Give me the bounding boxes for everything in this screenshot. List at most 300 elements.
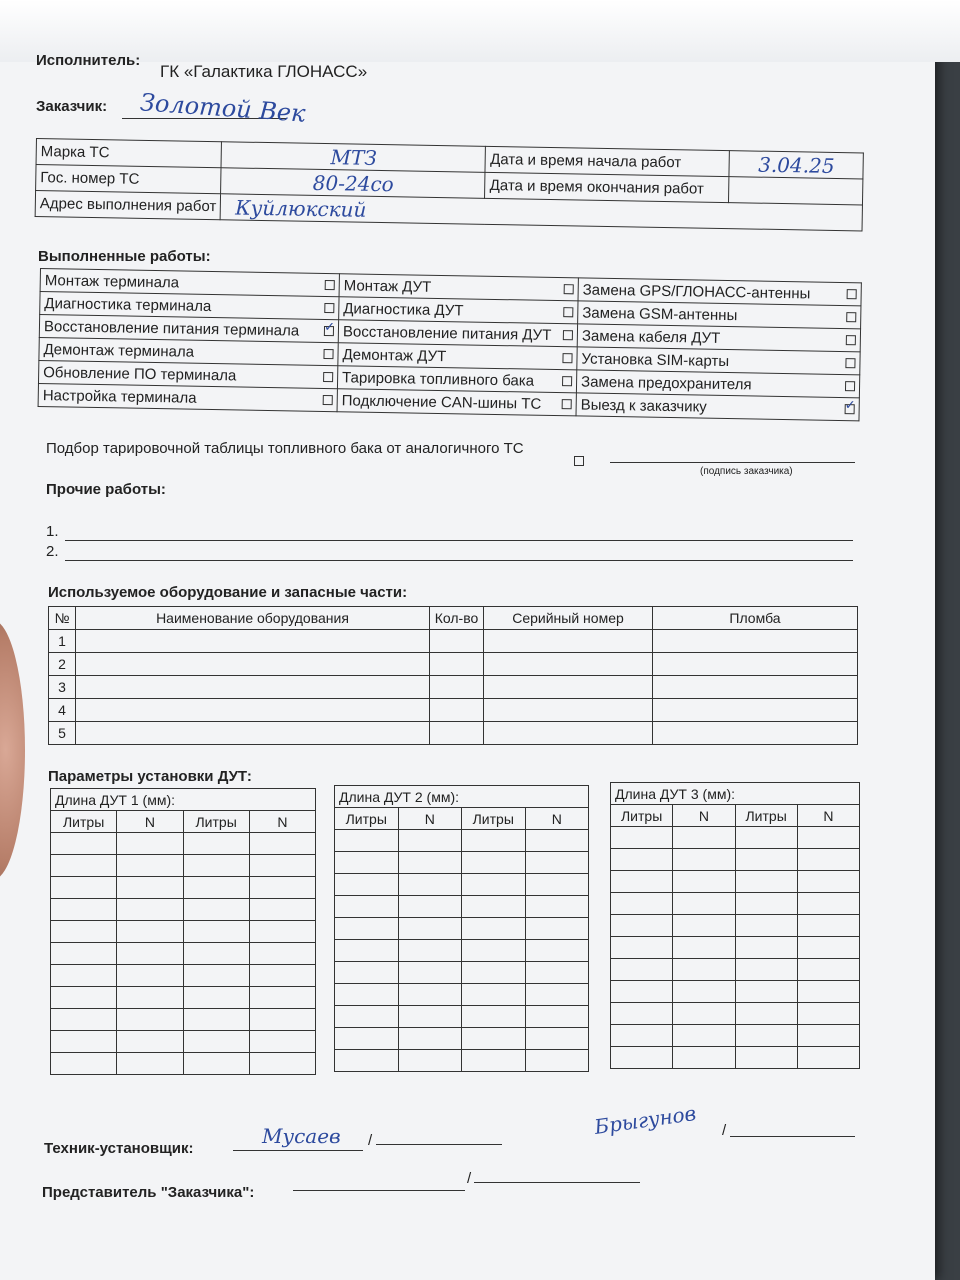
- dut-cell[interactable]: [673, 827, 735, 849]
- equipment-cell[interactable]: [430, 630, 484, 653]
- equipment-row-num: 3: [49, 676, 76, 699]
- dut-cell[interactable]: [398, 940, 462, 962]
- work-checkbox[interactable]: [563, 307, 573, 317]
- dut-cell[interactable]: [183, 1053, 249, 1075]
- dut-cell[interactable]: [797, 849, 859, 871]
- work-label: Обновление ПО терминала: [43, 363, 237, 384]
- brand-label: Марка ТС: [36, 139, 222, 168]
- dut-row: [51, 1031, 316, 1053]
- dut-cell[interactable]: [797, 937, 859, 959]
- dut-cell[interactable]: [335, 962, 399, 984]
- tech-slash-2: /: [722, 1122, 727, 1139]
- dut-row: [335, 1028, 589, 1050]
- work-checkbox[interactable]: [562, 376, 572, 386]
- work-checkbox[interactable]: [324, 303, 334, 313]
- dut-row: [611, 893, 860, 915]
- paper-fold: [0, 0, 960, 62]
- vehicle-table: [35, 138, 864, 231]
- work-label: Монтаж ДУТ: [343, 276, 432, 296]
- work-label: Монтаж терминала: [44, 271, 180, 291]
- dut-cell[interactable]: [117, 1053, 183, 1075]
- equipment-cell[interactable]: [430, 722, 484, 745]
- dut-row: [335, 830, 589, 852]
- dut-cell[interactable]: [673, 893, 735, 915]
- dut-cell[interactable]: [462, 874, 526, 896]
- dut-cell[interactable]: [335, 1050, 399, 1072]
- other-line1-label: 1.: [46, 523, 59, 540]
- dut-cell[interactable]: [249, 965, 315, 987]
- dut-cell[interactable]: [797, 981, 859, 1003]
- dut-cell[interactable]: [462, 984, 526, 1006]
- dut-cell[interactable]: [249, 899, 315, 921]
- dut-header-n: N: [249, 811, 315, 833]
- dut-cell[interactable]: [611, 893, 673, 915]
- equipment-cell[interactable]: [484, 653, 653, 676]
- tech-signature-1: Мусаев: [262, 1124, 341, 1148]
- equipment-cell[interactable]: [76, 722, 430, 745]
- dut-header-n: N: [398, 808, 462, 830]
- dut-row: [51, 965, 316, 987]
- executor-value: ГК «Галактика ГЛОНАСС»: [160, 62, 368, 81]
- customer-value: Золотой Век: [139, 88, 307, 128]
- dut-cell[interactable]: [525, 1028, 589, 1050]
- dut-cell[interactable]: [249, 943, 315, 965]
- equipment-row-num: 2: [49, 653, 76, 676]
- dut-cell[interactable]: [51, 1031, 117, 1053]
- dut-cell[interactable]: [462, 1006, 526, 1028]
- dut-cell[interactable]: [735, 937, 797, 959]
- dut-row: [335, 984, 589, 1006]
- other-title: Прочие работы:: [46, 481, 166, 498]
- dut-cell[interactable]: [611, 959, 673, 981]
- dut-row: [611, 1003, 860, 1025]
- work-label: Восстановление питания ДУТ: [342, 322, 552, 344]
- dut-cell[interactable]: [398, 1028, 462, 1050]
- equipment-row: [49, 676, 858, 699]
- equipment-header-serial: Серийный номер: [484, 607, 653, 630]
- dut-header-liters: Литры: [335, 808, 399, 830]
- equipment-cell[interactable]: [484, 630, 653, 653]
- tech-signature-2: Брыгунов: [592, 1100, 698, 1140]
- tech-label: Техник-установщик:: [44, 1140, 194, 1157]
- dut-cell[interactable]: [462, 918, 526, 940]
- dut-cell[interactable]: [183, 921, 249, 943]
- dut-cell[interactable]: [611, 871, 673, 893]
- dut-cell[interactable]: [249, 855, 315, 877]
- dut-cell[interactable]: [398, 984, 462, 1006]
- dut-cell[interactable]: [735, 959, 797, 981]
- equipment-cell[interactable]: [76, 630, 430, 653]
- dut-cell[interactable]: [183, 877, 249, 899]
- works-title: Выполненные работы:: [38, 248, 211, 265]
- dut-cell[interactable]: [735, 1047, 797, 1069]
- work-checkbox[interactable]: [845, 358, 855, 368]
- equipment-cell[interactable]: [76, 676, 430, 699]
- dut-row: [51, 1053, 316, 1075]
- customer-signature-line: [610, 462, 855, 463]
- work-label: Замена кабеля ДУТ: [581, 326, 721, 347]
- dut-cell[interactable]: [51, 1053, 117, 1075]
- work-label: Тарировка топливного бака: [341, 368, 535, 390]
- dut-cell[interactable]: [398, 918, 462, 940]
- dut-cell[interactable]: [249, 1009, 315, 1031]
- dut-header-liters: Литры: [462, 808, 526, 830]
- dut-cell[interactable]: [117, 877, 183, 899]
- plate-value: 80-24со: [312, 170, 394, 196]
- dut-cell[interactable]: [525, 918, 589, 940]
- rep-slash: /: [467, 1170, 472, 1187]
- dut-cell[interactable]: [117, 921, 183, 943]
- equipment-table: [48, 606, 858, 745]
- rep-label: Представитель "Заказчика":: [42, 1184, 255, 1201]
- dut-cell[interactable]: [525, 830, 589, 852]
- dut-cell[interactable]: [183, 965, 249, 987]
- dut-cell[interactable]: [673, 1025, 735, 1047]
- dut-cell[interactable]: [673, 1047, 735, 1069]
- dut-row: [611, 981, 860, 1003]
- dut-cell[interactable]: [673, 849, 735, 871]
- rep-sign-line2[interactable]: [474, 1182, 640, 1183]
- dut-cell[interactable]: [611, 1025, 673, 1047]
- dut-caption: Длина ДУТ 2 (мм):: [335, 786, 589, 808]
- dut-cell[interactable]: [673, 937, 735, 959]
- dut-row: [51, 1009, 316, 1031]
- dut-caption: Длина ДУТ 1 (мм):: [51, 789, 316, 811]
- dut-cell[interactable]: [611, 937, 673, 959]
- works-table: [38, 268, 862, 421]
- dut-cell[interactable]: [462, 852, 526, 874]
- dut-cell[interactable]: [735, 827, 797, 849]
- rep-sign-line1[interactable]: [293, 1190, 465, 1191]
- dut-cell[interactable]: [525, 1006, 589, 1028]
- dut-header-n: N: [525, 808, 589, 830]
- dut-cell[interactable]: [183, 1031, 249, 1053]
- other-line2-label: 2.: [46, 543, 59, 560]
- dut-cell[interactable]: [462, 962, 526, 984]
- dut-cell[interactable]: [525, 984, 589, 1006]
- dut-cell[interactable]: [525, 896, 589, 918]
- tariff-label: Подбор тарировочной таблицы топливного бака от аналогичного ТС: [46, 440, 524, 457]
- dut-cell[interactable]: [525, 1050, 589, 1072]
- dut-cell[interactable]: [117, 943, 183, 965]
- dut-caption: Длина ДУТ 3 (мм):: [611, 783, 860, 805]
- dut-cell[interactable]: [462, 1050, 526, 1072]
- dut-cell[interactable]: [398, 962, 462, 984]
- start-label: Дата и время начала работ: [485, 146, 729, 176]
- dut-cell[interactable]: [525, 940, 589, 962]
- equipment-cell[interactable]: [484, 699, 653, 722]
- brand-value: МТЗ: [330, 144, 378, 170]
- tech-sign-line2[interactable]: [376, 1144, 502, 1145]
- dut-cell[interactable]: [183, 1009, 249, 1031]
- dut-cell[interactable]: [117, 965, 183, 987]
- dut-cell[interactable]: [183, 855, 249, 877]
- dut-cell[interactable]: [117, 1031, 183, 1053]
- work-label: Диагностика терминала: [44, 294, 212, 315]
- dut-cell[interactable]: [183, 943, 249, 965]
- dut-row: [611, 937, 860, 959]
- equipment-header-num: №: [49, 607, 76, 630]
- dut-cell[interactable]: [335, 874, 399, 896]
- equipment-cell[interactable]: [76, 699, 430, 722]
- dut-row: [51, 943, 316, 965]
- equipment-cell[interactable]: [653, 676, 858, 699]
- dut-cell[interactable]: [673, 959, 735, 981]
- dut-cell[interactable]: [335, 830, 399, 852]
- dut-cell[interactable]: [335, 852, 399, 874]
- dut-cell[interactable]: [735, 849, 797, 871]
- dut-cell[interactable]: [735, 915, 797, 937]
- work-cell: [337, 389, 576, 416]
- dut-cell[interactable]: [183, 899, 249, 921]
- dut-cell[interactable]: [249, 1031, 315, 1053]
- dut1-table: [50, 788, 316, 1075]
- dut-cell[interactable]: [117, 987, 183, 1009]
- equipment-cell[interactable]: [430, 653, 484, 676]
- dut-cell[interactable]: [183, 833, 249, 855]
- dut-cell[interactable]: [673, 915, 735, 937]
- dut-cell[interactable]: [673, 871, 735, 893]
- address-label: Адрес выполнения работ: [35, 191, 221, 220]
- dut-cell[interactable]: [51, 1009, 117, 1031]
- dut-row: [51, 877, 316, 899]
- customer-label: Заказчик:: [36, 98, 108, 115]
- dut-row: [335, 918, 589, 940]
- dut-row: [335, 874, 589, 896]
- end-label: Дата и время окончания работ: [485, 172, 729, 202]
- dut-row: [51, 855, 316, 877]
- tech-sign-line1[interactable]: [233, 1150, 363, 1151]
- dut-cell[interactable]: [797, 1003, 859, 1025]
- dut-cell[interactable]: [797, 871, 859, 893]
- dut-cell[interactable]: [51, 855, 117, 877]
- equipment-row: [49, 630, 858, 653]
- dut-header-n: N: [117, 811, 183, 833]
- dut-cell[interactable]: [797, 1047, 859, 1069]
- work-cell: [576, 393, 859, 421]
- work-label: Настройка терминала: [42, 386, 197, 407]
- work-checkbox[interactable]: [846, 335, 856, 345]
- work-label: Замена GSM-антенны: [582, 303, 738, 324]
- dut-cell[interactable]: [462, 830, 526, 852]
- dut-header-liters: Литры: [735, 805, 797, 827]
- dut-cell[interactable]: [673, 1003, 735, 1025]
- dut-cell[interactable]: [51, 987, 117, 1009]
- dut-cell[interactable]: [398, 896, 462, 918]
- work-label: Диагностика ДУТ: [343, 299, 464, 319]
- dut-cell[interactable]: [117, 855, 183, 877]
- dut-cell[interactable]: [51, 921, 117, 943]
- dut-cell[interactable]: [611, 1047, 673, 1069]
- dut-cell[interactable]: [51, 943, 117, 965]
- dut-cell[interactable]: [525, 874, 589, 896]
- work-checkbox[interactable]: [847, 289, 857, 299]
- work-checkbox[interactable]: [562, 399, 572, 409]
- dut-cell[interactable]: [183, 987, 249, 1009]
- dut-cell[interactable]: [398, 1006, 462, 1028]
- tech-slash-1: /: [368, 1132, 373, 1149]
- dut-row: [611, 1025, 860, 1047]
- equipment-row-num: 5: [49, 722, 76, 745]
- equipment-row: [49, 699, 858, 722]
- dut-cell[interactable]: [735, 1003, 797, 1025]
- dut-cell[interactable]: [797, 893, 859, 915]
- dut-header-liters: Литры: [51, 811, 117, 833]
- work-checkbox[interactable]: [564, 284, 574, 294]
- dut-row: [611, 849, 860, 871]
- equipment-row: [49, 653, 858, 676]
- work-checkbox[interactable]: [325, 280, 335, 290]
- dut-header-liters: Литры: [611, 805, 673, 827]
- equipment-cell[interactable]: [76, 653, 430, 676]
- dut-cell[interactable]: [797, 959, 859, 981]
- dut-cell[interactable]: [398, 830, 462, 852]
- dut-row: [611, 871, 860, 893]
- equipment-cell[interactable]: [653, 630, 858, 653]
- work-label: Демонтаж ДУТ: [342, 345, 447, 365]
- dut-cell[interactable]: [735, 1025, 797, 1047]
- dut-row: [611, 959, 860, 981]
- plate-label: Гос. номер ТС: [36, 165, 222, 194]
- dut-cell[interactable]: [51, 965, 117, 987]
- dut-header-n: N: [673, 805, 735, 827]
- work-label: Установка SIM-карты: [581, 349, 730, 370]
- equipment-row-num: 1: [49, 630, 76, 653]
- tariff-checkbox[interactable]: [574, 456, 584, 466]
- work-label: Подключение CAN-шины ТС: [341, 391, 542, 413]
- equipment-cell[interactable]: [653, 653, 858, 676]
- dut-cell[interactable]: [335, 896, 399, 918]
- equipment-cell[interactable]: [430, 676, 484, 699]
- dut-cell[interactable]: [398, 874, 462, 896]
- work-checkbox[interactable]: [323, 349, 333, 359]
- equipment-row-num: 4: [49, 699, 76, 722]
- dut-row: [335, 940, 589, 962]
- dut-cell[interactable]: [611, 849, 673, 871]
- work-checkbox[interactable]: [845, 404, 855, 414]
- work-checkbox[interactable]: [562, 353, 572, 363]
- tech-sign-line3[interactable]: [730, 1136, 855, 1137]
- dut-cell[interactable]: [735, 981, 797, 1003]
- dut2-table: [334, 785, 589, 1072]
- equipment-cell[interactable]: [653, 722, 858, 745]
- work-checkbox[interactable]: [323, 395, 333, 405]
- dut-cell[interactable]: [611, 1003, 673, 1025]
- work-checkbox[interactable]: [846, 312, 856, 322]
- dut-cell[interactable]: [462, 1028, 526, 1050]
- dut-header-n: N: [797, 805, 859, 827]
- dut-cell[interactable]: [525, 962, 589, 984]
- other-line1[interactable]: [65, 540, 853, 541]
- equipment-title: Используемое оборудование и запасные части:: [48, 584, 408, 601]
- dut-row: [51, 921, 316, 943]
- start-value: 3.04.25: [758, 152, 835, 178]
- dut-cell[interactable]: [673, 981, 735, 1003]
- dut-cell[interactable]: [462, 896, 526, 918]
- dut-cell[interactable]: [117, 833, 183, 855]
- dut-cell[interactable]: [797, 915, 859, 937]
- work-label: Замена GPS/ГЛОНАСС-антенны: [582, 280, 811, 302]
- dut-header-liters: Литры: [183, 811, 249, 833]
- dut-row: [335, 962, 589, 984]
- dut-row: [51, 987, 316, 1009]
- dut-cell[interactable]: [398, 1050, 462, 1072]
- dut-cell[interactable]: [117, 899, 183, 921]
- dut-cell[interactable]: [611, 915, 673, 937]
- dut-cell[interactable]: [117, 1009, 183, 1031]
- equipment-cell[interactable]: [484, 722, 653, 745]
- dut3-table: [610, 782, 860, 1069]
- work-label: Восстановление питания терминала: [43, 317, 300, 340]
- dut-cell[interactable]: [335, 940, 399, 962]
- dut-cell[interactable]: [525, 852, 589, 874]
- dut-row: [335, 1006, 589, 1028]
- equipment-header-qty: Кол-во: [430, 607, 484, 630]
- work-label: Выезд к заказчику: [580, 395, 707, 416]
- dut-row: [51, 833, 316, 855]
- dut-cell[interactable]: [249, 921, 315, 943]
- dut-cell[interactable]: [797, 827, 859, 849]
- equipment-header-name: Наименование оборудования: [76, 607, 430, 630]
- dut-cell[interactable]: [335, 1006, 399, 1028]
- dut-cell[interactable]: [611, 981, 673, 1003]
- work-label: Замена предохранителя: [580, 372, 752, 393]
- dut-cell[interactable]: [735, 871, 797, 893]
- dut-cell[interactable]: [735, 893, 797, 915]
- dut-row: [335, 1050, 589, 1072]
- work-label: Демонтаж терминала: [43, 340, 195, 361]
- dut-cell[interactable]: [398, 852, 462, 874]
- dut-cell[interactable]: [335, 1028, 399, 1050]
- work-checkbox[interactable]: [563, 330, 573, 340]
- dut-cell[interactable]: [462, 940, 526, 962]
- dut-cell[interactable]: [335, 984, 399, 1006]
- dut-cell[interactable]: [51, 877, 117, 899]
- signature-hint: (подпись заказчика): [700, 466, 793, 477]
- dut-row: [611, 1047, 860, 1069]
- dut-cell[interactable]: [51, 833, 117, 855]
- end-value: [729, 177, 863, 205]
- dut-cell[interactable]: [797, 1025, 859, 1047]
- dut-cell[interactable]: [249, 1053, 315, 1075]
- dut-row: [335, 852, 589, 874]
- work-checkbox[interactable]: [323, 372, 333, 382]
- dut-title: Параметры установки ДУТ:: [48, 768, 252, 785]
- dut-cell[interactable]: [249, 833, 315, 855]
- start-cell: [729, 151, 863, 179]
- dut-row: [335, 896, 589, 918]
- address-value: Куйлюкский: [235, 194, 367, 222]
- dut-cell[interactable]: [611, 827, 673, 849]
- executor-label: Исполнитель:: [36, 52, 141, 69]
- work-cell: [38, 383, 337, 411]
- equipment-cell[interactable]: [484, 676, 653, 699]
- work-checkbox[interactable]: [845, 381, 855, 391]
- dut-row: [51, 899, 316, 921]
- equipment-cell[interactable]: [653, 699, 858, 722]
- equipment-row: [49, 722, 858, 745]
- dut-row: [611, 915, 860, 937]
- dut-cell[interactable]: [335, 918, 399, 940]
- equipment-cell[interactable]: [430, 699, 484, 722]
- dut-cell[interactable]: [51, 899, 117, 921]
- dut-cell[interactable]: [249, 877, 315, 899]
- equipment-header-seal: Пломба: [653, 607, 858, 630]
- dut-row: [611, 827, 860, 849]
- dut-cell[interactable]: [249, 987, 315, 1009]
- work-checkbox[interactable]: [324, 326, 334, 336]
- other-line2[interactable]: [65, 560, 853, 561]
